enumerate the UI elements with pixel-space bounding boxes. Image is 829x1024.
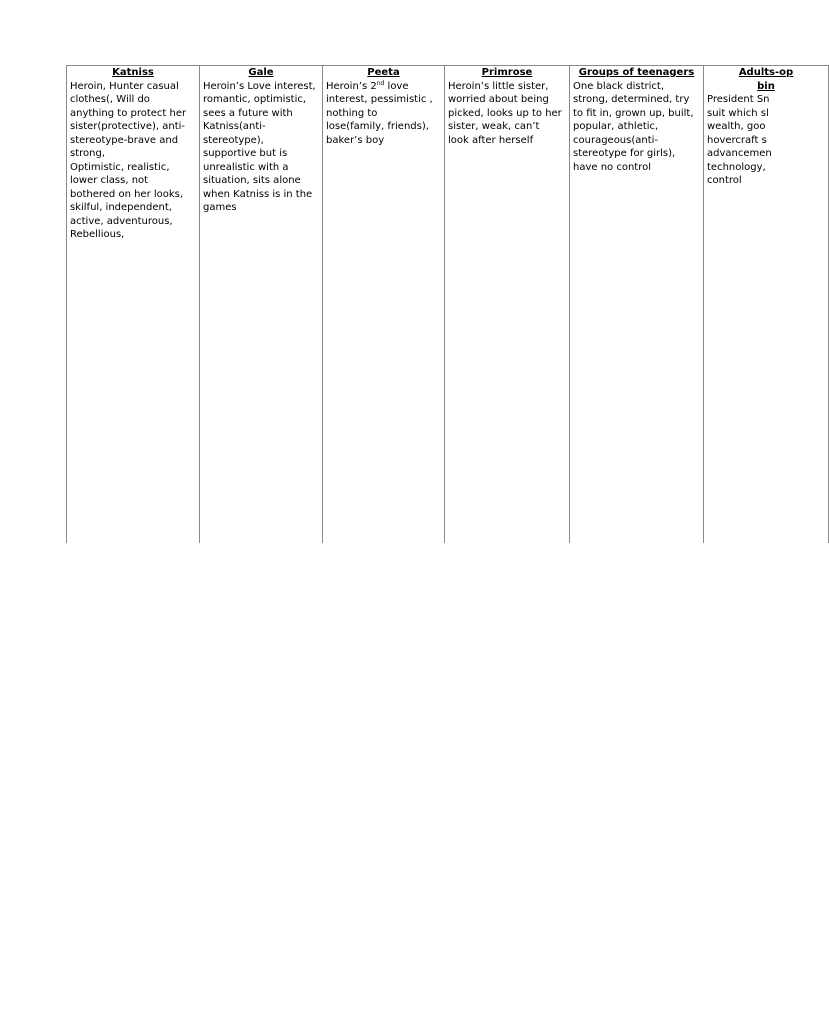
cell-adults — [704, 80, 829, 543]
cell-gale — [200, 80, 323, 543]
cell-peeta — [323, 80, 445, 543]
cell-line-header-continued: bin — [757, 80, 775, 92]
cell-line: anything to protect her — [70, 107, 187, 119]
cell-line: lower class, not — [70, 175, 149, 186]
cell-line: games — [203, 202, 237, 213]
cell-line: strong, — [70, 148, 106, 159]
cell-line: suit which sl — [707, 107, 769, 119]
cell-line: sister(protective), anti- — [70, 121, 186, 132]
cell-line: popular, athletic, — [573, 121, 659, 132]
cell-line: interest, pessimistic , — [326, 94, 433, 105]
cell-line: stereotype for girls), — [573, 148, 676, 159]
cell-groups-of-teenagers — [570, 80, 704, 543]
header-adults-line1: Adults-op — [738, 67, 794, 78]
cell-line: nothing to — [326, 107, 378, 119]
ordinal-suffix: nd — [376, 79, 385, 87]
character-table-wrapper — [66, 65, 794, 543]
cell-line: unrealistic with a — [203, 161, 289, 173]
cell-line: situation, sits alone — [203, 175, 301, 186]
content-row — [67, 80, 829, 543]
cell-line: strong, determined, try — [573, 94, 690, 105]
cell-line: clothes(, Will do — [70, 94, 150, 105]
cell-line: baker’s boy — [326, 134, 385, 146]
cell-line: look after herself — [448, 134, 534, 146]
cell-text: Heroin’s 2 — [326, 80, 377, 92]
header-katniss: Katniss — [67, 66, 200, 80]
cell-line: have no control — [573, 161, 652, 173]
cell-katniss — [67, 80, 200, 543]
cell-line: advancemen — [707, 148, 772, 159]
cell-text: love — [384, 80, 409, 92]
cell-line: bothered on her looks, — [70, 188, 184, 200]
cell-line: Katniss(anti- — [203, 121, 266, 132]
cell-line: control — [707, 175, 742, 186]
cell-line: wealth, goo — [707, 121, 766, 132]
cell-line: active, adventurous, — [70, 215, 173, 227]
header-adults — [704, 66, 829, 80]
header-row — [67, 66, 829, 80]
cell-primrose — [445, 80, 570, 543]
cell-line: hovercraft s — [707, 134, 767, 146]
cell-line: when Katniss is in the — [203, 188, 313, 200]
header-primrose: Primrose — [445, 66, 570, 80]
header-peeta: Peeta — [323, 66, 445, 80]
cell-line: sees a future with — [203, 107, 293, 119]
cell-line: stereotype), — [203, 134, 264, 146]
cell-line: Rebellious, — [70, 229, 125, 240]
cell-line: romantic, optimistic, — [203, 94, 307, 105]
cell-line: stereotype-brave and — [70, 134, 179, 146]
cell-line: One black district, — [573, 80, 665, 92]
cell-line: skilful, independent, — [70, 202, 172, 213]
cell-line: supportive but is — [203, 148, 288, 159]
header-gale: Gale — [200, 66, 323, 80]
cell-line: Heroin, Hunter casual — [70, 80, 179, 92]
cell-line: courageous(anti- — [573, 134, 659, 146]
cell-line: President Sn — [707, 94, 770, 105]
cell-line: sister, weak, can’t — [448, 121, 540, 132]
character-table — [66, 65, 829, 543]
header-groups-of-teenagers: Groups of teenagers — [570, 66, 704, 80]
cell-line: Heroin’s little sister, — [448, 80, 549, 92]
cell-line: technology, — [707, 161, 766, 173]
cell-line — [326, 80, 441, 94]
cell-line: lose(family, friends), — [326, 121, 429, 132]
cell-line: picked, looks up to her — [448, 107, 562, 119]
cell-line: to fit in, grown up, built, — [573, 107, 694, 119]
cell-line: worried about being — [448, 94, 549, 105]
cell-line: Heroin’s Love interest, — [203, 80, 316, 92]
cell-line: Optimistic, realistic, — [70, 161, 170, 173]
